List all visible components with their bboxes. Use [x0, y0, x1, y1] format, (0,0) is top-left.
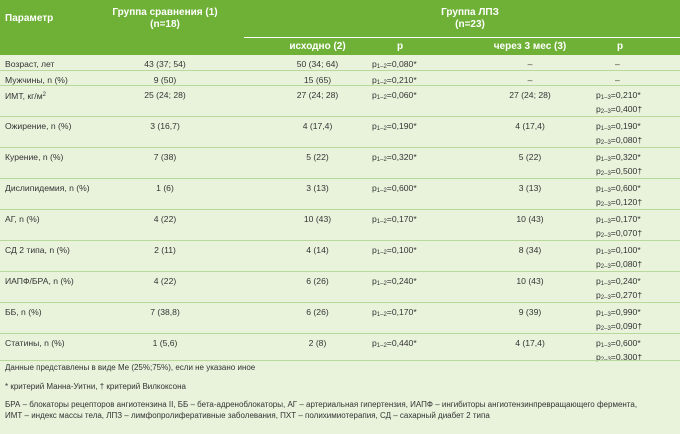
- baseline-value: 2 (8): [308, 338, 327, 348]
- three-month-value: 10 (43): [516, 214, 544, 224]
- baseline-value: 5 (22): [306, 152, 329, 162]
- param-cell: Статины, n (%): [5, 338, 65, 348]
- baseline-value: 6 (26): [306, 307, 329, 317]
- group1-value: 4 (22): [153, 276, 177, 286]
- group1-value: 25 (24; 28): [144, 90, 186, 100]
- p23-value: $p_{2-3}=0,080\dagger$: [596, 259, 643, 270]
- table-row: [0, 55, 680, 70]
- table-header: [0, 0, 680, 55]
- baseline-value: 3 (13): [306, 183, 329, 193]
- p-subscript: 1–2: [376, 188, 387, 194]
- param-cell: Ожирение, n (%): [5, 121, 72, 131]
- p23-value: $p_{2-3}=0,070\dagger$: [596, 228, 643, 239]
- p-compare-cell: [596, 152, 642, 180]
- p-subscript: 2–3: [600, 264, 611, 270]
- p-subscript: 2–3: [600, 140, 611, 146]
- header-group1-line1: Группа сравнения (1): [112, 7, 218, 18]
- baseline-value: 27 (24; 28): [296, 90, 339, 100]
- baseline-value: 15 (65): [303, 75, 332, 85]
- p-subscript: 2–3: [600, 326, 611, 332]
- bmi-superscript: 2: [42, 92, 46, 98]
- p13-value: $p_{1-3}=0,210*$: [596, 90, 641, 101]
- p13-value: $p_{1-3}=0,320*$: [596, 152, 641, 163]
- group1-value: 43 (37; 54): [144, 59, 186, 69]
- three-month-value: 5 (22): [518, 152, 542, 162]
- group1-value: 7 (38): [153, 152, 177, 162]
- p-subscript: 2–3: [600, 171, 611, 177]
- three-month-value: 10 (43): [516, 276, 544, 286]
- p-subscript: 1–3: [600, 312, 611, 318]
- p-subscript: 1–2: [376, 343, 387, 349]
- group1-value: 9 (50): [153, 75, 177, 85]
- p-compare-cell: [596, 276, 642, 304]
- p13-value: $p_{1-3}=0,990*$: [596, 307, 641, 318]
- p12-value: $p_{1-2}=0,170*$: [372, 214, 417, 225]
- table-row: [0, 271, 680, 303]
- p-subscript: 1–2: [376, 64, 387, 70]
- p13-value: $p_{1-3}=0,190*$: [596, 121, 641, 132]
- p12-value: $p_{1-2}=0,080*$: [372, 59, 417, 70]
- table-row: [0, 240, 680, 272]
- header-baseline: исходно (2): [289, 41, 346, 52]
- header-3months: через 3 мес (3): [493, 41, 567, 52]
- p12-value: $p_{1-2}=0,440*$: [372, 338, 417, 349]
- p13-value: $p_{1-3}=0,170*$: [596, 214, 641, 225]
- header-group2-line2: (n=23): [455, 19, 485, 30]
- p23-value: $p_{2-3}=0,500\dagger$: [596, 166, 643, 177]
- table-row: [0, 178, 680, 210]
- p23-value: $p_{2-3}=0,270\dagger$: [596, 290, 643, 301]
- p-subscript: 1–2: [376, 157, 387, 163]
- header-p2: р: [616, 41, 624, 52]
- three-month-value: –: [527, 75, 533, 85]
- p-subscript: 2–3: [600, 202, 611, 208]
- table-row: [0, 333, 680, 361]
- p12-cell: [372, 152, 417, 166]
- group1-value: 1 (6): [156, 183, 174, 193]
- three-month-value: 9 (39): [518, 307, 542, 317]
- note-abbrev-2: ИМТ – индекс массы тела, ЛПЗ – лимфопролиферативные заболевания, ПХТ – полихимиотерапия, СД – сахарный диабет 2 типа: [5, 411, 490, 420]
- p-subscript: 2–3: [600, 357, 611, 363]
- param-cell: АГ, n (%): [5, 214, 40, 224]
- header-group1-line2: (n=18): [150, 19, 180, 30]
- table-row: [0, 85, 680, 117]
- three-month-value: 8 (34): [518, 245, 542, 255]
- param-cell: Возраст, лет: [5, 59, 55, 69]
- param-cell: ИАПФ/БРА, n (%): [5, 276, 74, 286]
- p-compare-cell: –: [615, 59, 620, 69]
- table-row: [0, 116, 680, 148]
- p-subscript: 1–3: [600, 188, 611, 194]
- p-compare-cell: [596, 183, 642, 211]
- three-month-value: –: [527, 59, 533, 69]
- p23-value: $p_{2-3}=0,400\dagger$: [596, 104, 643, 115]
- p-subscript: 2–3: [600, 295, 611, 301]
- p-subscript: 1–2: [376, 80, 387, 86]
- p-subscript: 1–3: [600, 343, 611, 349]
- p13-value: $p_{1-3}=0,600*$: [596, 183, 641, 194]
- three-month-value: 27 (24; 28): [509, 90, 551, 100]
- p23-value: $p_{2-3}=0,300\dagger$: [596, 352, 643, 363]
- three-month-value: 4 (17,4): [515, 338, 545, 348]
- table-row: [0, 302, 680, 334]
- group1-value: 1 (5,6): [152, 338, 178, 348]
- p-subscript: 1–2: [376, 250, 387, 256]
- p13-value: $p_{1-3}=0,100*$: [596, 245, 641, 256]
- header-group2-line1: Группа ЛПЗ: [441, 7, 499, 18]
- p-subscript: 1–3: [600, 157, 611, 163]
- p12-cell: [372, 121, 417, 135]
- group1-value: 7 (38,8): [150, 307, 180, 317]
- p12-value: $p_{1-2}=0,190*$: [372, 121, 417, 132]
- p-subscript: 1–3: [600, 281, 611, 287]
- p-subscript: 2–3: [600, 109, 611, 115]
- p12-cell: [372, 214, 417, 228]
- p-subscript: 1–2: [376, 95, 387, 101]
- note-criteria: * критерий Манна-Уитни, † критерий Вилкоксона: [5, 382, 186, 391]
- group1-value: 3 (16,7): [150, 121, 180, 131]
- p12-value: $p_{1-2}=0,320*$: [372, 152, 417, 163]
- p-subscript: 1–2: [376, 126, 387, 132]
- group1-value: 2 (11): [154, 245, 176, 255]
- table-row: [0, 70, 680, 86]
- p-subscript: 1–2: [376, 219, 387, 225]
- table-bottom-line: [0, 360, 680, 361]
- p12-cell: [372, 245, 417, 259]
- p12-cell: [372, 90, 417, 104]
- p13-value: $p_{1-3}=0,240*$: [596, 276, 641, 287]
- p-subscript: 1–2: [376, 281, 387, 287]
- p-compare-cell: [596, 245, 642, 273]
- p12-cell: [372, 307, 417, 321]
- p12-cell: [372, 183, 417, 197]
- param-cell: Мужчины, n (%): [5, 75, 68, 85]
- header-p: р: [396, 41, 404, 52]
- p13-value: $p_{1-3}=0,600*$: [596, 338, 641, 349]
- baseline-value: 50 (34; 64): [296, 59, 339, 69]
- param-cell: ИМТ, $кг/м^2$: [5, 91, 46, 101]
- param-cell: СД 2 типа, n (%): [5, 245, 70, 255]
- param-cell: Курение, n (%): [5, 152, 64, 162]
- p12-value: $p_{1-2}=0,240*$: [372, 276, 417, 287]
- p-subscript: 1–3: [600, 250, 611, 256]
- p23-value: $p_{2-3}=0,120\dagger$: [596, 197, 643, 208]
- p12-value: $p_{1-2}=0,170*$: [372, 307, 417, 318]
- baseline-value: 10 (43): [303, 214, 332, 224]
- header-param: Параметр: [5, 13, 54, 24]
- note-data: Данные представлены в виде Me (25%;75%), если не указано иное: [5, 363, 256, 372]
- p-subscript: 1–3: [600, 219, 611, 225]
- p12-value: $p_{1-2}=0,210*$: [372, 75, 417, 86]
- note-abbrev-1: БРА – блокаторы рецепторов ангиотензина II, ББ – бета-адреноблокаторы, АГ – артериальная гипертензия, ИАПФ – ингибиторы ангиотензинпревращающего фермента,: [5, 400, 638, 409]
- p-compare-cell: [596, 307, 642, 335]
- three-month-value: 3 (13): [518, 183, 542, 193]
- group1-value: 4 (22): [153, 214, 177, 224]
- p-subscript: 1–3: [600, 95, 611, 101]
- p-compare-cell: [596, 121, 642, 149]
- param-cell: ББ, n (%): [5, 307, 42, 317]
- p12-cell: [372, 276, 417, 290]
- p-compare-cell: [596, 90, 642, 118]
- p12-value: $p_{1-2}=0,060*$: [372, 90, 417, 101]
- baseline-value: 6 (26): [306, 276, 329, 286]
- p23-value: $p_{2-3}=0,080\dagger$: [596, 135, 643, 146]
- table-row: [0, 209, 680, 241]
- header-separator: [244, 37, 680, 38]
- p-subscript: 1–2: [376, 312, 387, 318]
- p12-cell: [372, 338, 417, 352]
- baseline-value: 4 (14): [306, 245, 329, 255]
- param-cell: Дислипидемия, n (%): [5, 183, 90, 193]
- p12-value: $p_{1-2}=0,600*$: [372, 183, 417, 194]
- p23-value: $p_{2-3}=0,090\dagger$: [596, 321, 643, 332]
- baseline-value: 4 (17,4): [302, 121, 333, 131]
- three-month-value: 4 (17,4): [515, 121, 545, 131]
- table-row: [0, 147, 680, 179]
- p-subscript: 1–3: [600, 126, 611, 132]
- p-subscript: 2–3: [600, 233, 611, 239]
- p-compare-cell: –: [615, 75, 620, 85]
- p-compare-cell: [596, 214, 642, 242]
- p12-value: $p_{1-2}=0,100*$: [372, 245, 417, 256]
